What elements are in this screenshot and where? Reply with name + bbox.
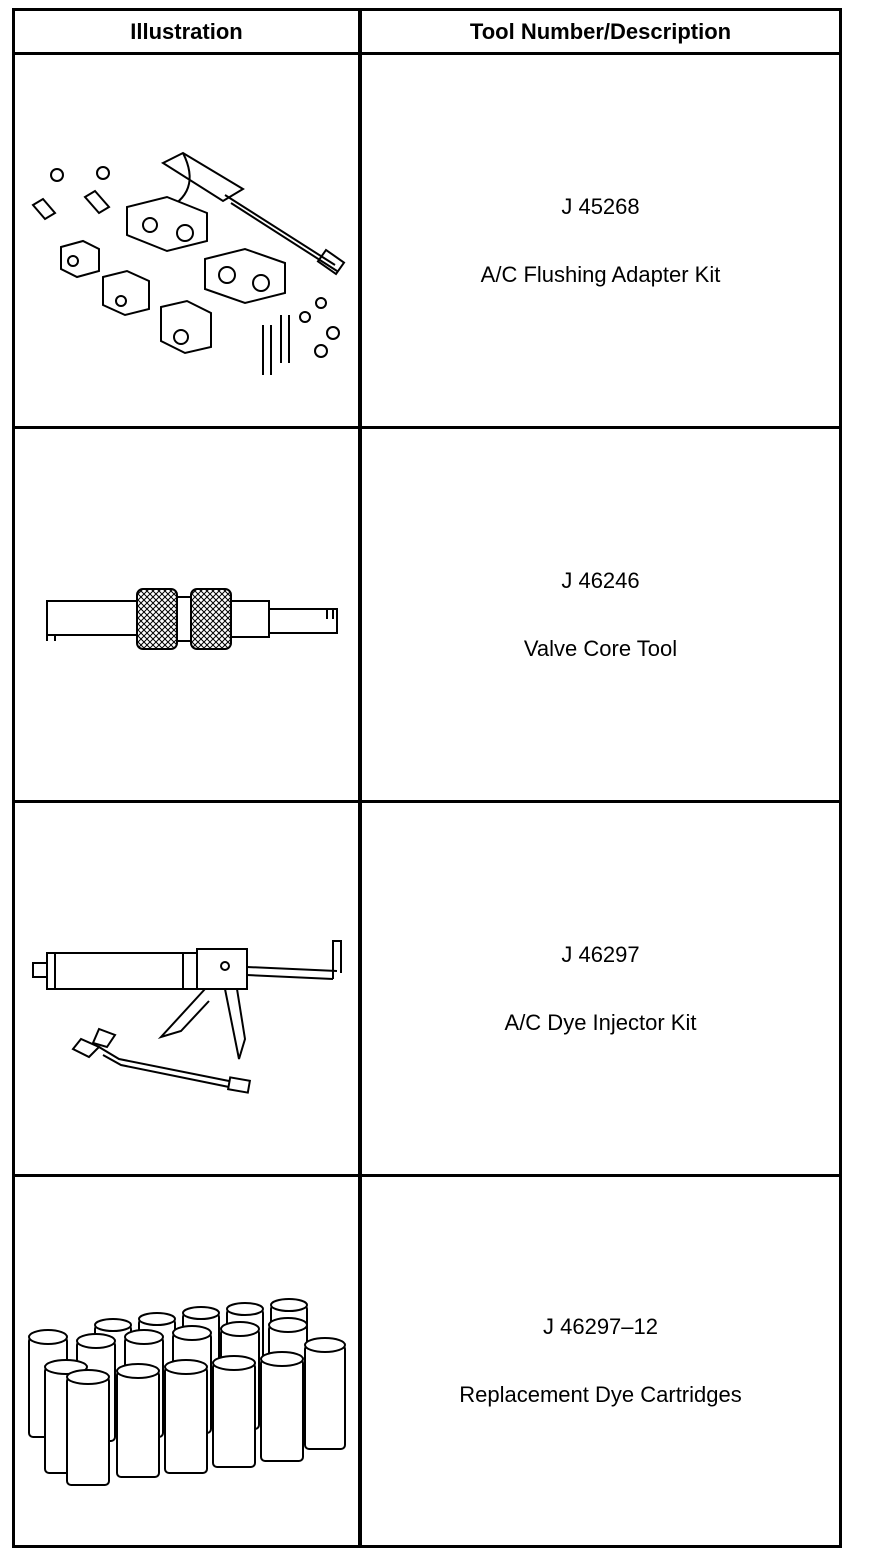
table-row <box>15 803 839 1174</box>
table-row <box>15 55 839 426</box>
tool-number: J 46297 <box>561 941 640 967</box>
header-illustration: Illustration <box>130 18 243 44</box>
tool-description: A/C Dye Injector Kit <box>504 1009 697 1035</box>
tool-number: J 46246 <box>561 567 640 593</box>
tool-description: A/C Flushing Adapter Kit <box>480 261 721 287</box>
table-row <box>15 429 839 800</box>
valve-core-tool-illustration <box>15 429 358 800</box>
tool-number: J 45268 <box>561 193 640 219</box>
table-row <box>15 1177 839 1545</box>
tool-table <box>12 8 842 1548</box>
flushing-adapter-kit-illustration <box>15 55 358 426</box>
dye-cartridges-illustration <box>15 1177 358 1545</box>
tool-description: Replacement Dye Cartridges <box>459 1382 742 1407</box>
tool-number: J 46297–12 <box>543 1314 658 1339</box>
dye-injector-kit-illustration <box>15 803 358 1174</box>
header-tool-number-description: Tool Number/Description <box>469 18 732 44</box>
tool-description: Valve Core Tool <box>523 635 678 661</box>
